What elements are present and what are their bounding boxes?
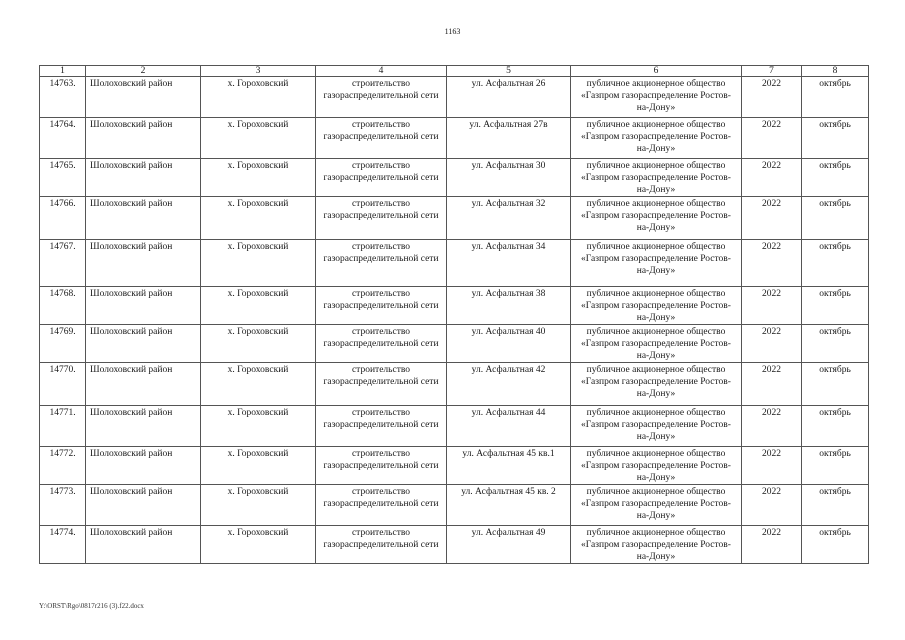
row-number: 14772. bbox=[40, 447, 86, 485]
address-cell: ул. Асфальтная 38 bbox=[447, 287, 571, 325]
settlement-cell: х. Гороховский bbox=[201, 447, 316, 485]
address-cell: ул. Асфальтная 45 кв.1 bbox=[447, 447, 571, 485]
work-type-cell: строительство газораспределительной сети bbox=[316, 240, 447, 287]
table-row bbox=[40, 197, 869, 240]
owner-cell: публичное акционерное общество «Газпром газораспределение Ростов-на-Дону» bbox=[571, 485, 742, 526]
owner-cell: публичное акционерное общество «Газпром газораспределение Ростов-на-Дону» bbox=[571, 325, 742, 363]
address-cell: ул. Асфальтная 32 bbox=[447, 197, 571, 240]
district-cell: Шолоховский район bbox=[86, 159, 201, 197]
month-cell: октябрь bbox=[802, 363, 869, 406]
owner-cell: публичное акционерное общество «Газпром газораспределение Ростов-на-Дону» bbox=[571, 526, 742, 564]
year-cell: 2022 bbox=[742, 287, 802, 325]
column-header: 2 bbox=[86, 66, 201, 77]
address-cell: ул. Асфальтная 30 bbox=[447, 159, 571, 197]
address-cell: ул. Асфальтная 45 кв. 2 bbox=[447, 485, 571, 526]
owner-cell: публичное акционерное общество «Газпром газораспределение Ростов-на-Дону» bbox=[571, 159, 742, 197]
row-number: 14769. bbox=[40, 325, 86, 363]
row-number: 14774. bbox=[40, 526, 86, 564]
table-row bbox=[40, 118, 869, 159]
year-cell: 2022 bbox=[742, 363, 802, 406]
month-cell: октябрь bbox=[802, 526, 869, 564]
month-cell: октябрь bbox=[802, 287, 869, 325]
district-cell: Шолоховский район bbox=[86, 325, 201, 363]
table-row bbox=[40, 287, 869, 325]
month-cell: октябрь bbox=[802, 159, 869, 197]
year-cell: 2022 bbox=[742, 485, 802, 526]
district-cell: Шолоховский район bbox=[86, 526, 201, 564]
work-type-cell: строительство газораспределительной сети bbox=[316, 77, 447, 118]
month-cell: октябрь bbox=[802, 240, 869, 287]
table-row bbox=[40, 485, 869, 526]
work-type-cell: строительство газораспределительной сети bbox=[316, 363, 447, 406]
table-row bbox=[40, 159, 869, 197]
settlement-cell: х. Гороховский bbox=[201, 240, 316, 287]
owner-cell: публичное акционерное общество «Газпром газораспределение Ростов-на-Дону» bbox=[571, 406, 742, 447]
work-type-cell: строительство газораспределительной сети bbox=[316, 526, 447, 564]
row-number: 14768. bbox=[40, 287, 86, 325]
file-path-footer: Y:\ORST\Rgo\0817r216 (3).f22.docx bbox=[39, 602, 144, 610]
row-number: 14766. bbox=[40, 197, 86, 240]
month-cell: октябрь bbox=[802, 485, 869, 526]
row-number: 14765. bbox=[40, 159, 86, 197]
district-cell: Шолоховский район bbox=[86, 77, 201, 118]
row-number: 14763. bbox=[40, 77, 86, 118]
column-number-row bbox=[40, 66, 869, 77]
column-header: 1 bbox=[40, 66, 86, 77]
row-number: 14764. bbox=[40, 118, 86, 159]
settlement-cell: х. Гороховский bbox=[201, 485, 316, 526]
address-cell: ул. Асфальтная 40 bbox=[447, 325, 571, 363]
address-cell: ул. Асфальтная 34 bbox=[447, 240, 571, 287]
table-row bbox=[40, 406, 869, 447]
settlement-cell: х. Гороховский bbox=[201, 159, 316, 197]
district-cell: Шолоховский район bbox=[86, 240, 201, 287]
district-cell: Шолоховский район bbox=[86, 485, 201, 526]
row-number: 14767. bbox=[40, 240, 86, 287]
address-cell: ул. Асфальтная 44 bbox=[447, 406, 571, 447]
registry-table bbox=[39, 65, 869, 564]
work-type-cell: строительство газораспределительной сети bbox=[316, 287, 447, 325]
owner-cell: публичное акционерное общество «Газпром газораспределение Ростов-на-Дону» bbox=[571, 197, 742, 240]
settlement-cell: х. Гороховский bbox=[201, 287, 316, 325]
address-cell: ул. Асфальтная 27в bbox=[447, 118, 571, 159]
page-number: 1163 bbox=[444, 27, 461, 36]
column-header: 8 bbox=[802, 66, 869, 77]
year-cell: 2022 bbox=[742, 240, 802, 287]
year-cell: 2022 bbox=[742, 77, 802, 118]
work-type-cell: строительство газораспределительной сети bbox=[316, 197, 447, 240]
owner-cell: публичное акционерное общество «Газпром газораспределение Ростов-на-Дону» bbox=[571, 240, 742, 287]
work-type-cell: строительство газораспределительной сети bbox=[316, 447, 447, 485]
work-type-cell: строительство газораспределительной сети bbox=[316, 406, 447, 447]
table-row bbox=[40, 363, 869, 406]
district-cell: Шолоховский район bbox=[86, 118, 201, 159]
month-cell: октябрь bbox=[802, 406, 869, 447]
column-header: 7 bbox=[742, 66, 802, 77]
owner-cell: публичное акционерное общество «Газпром газораспределение Ростов-на-Дону» bbox=[571, 77, 742, 118]
column-header: 4 bbox=[316, 66, 447, 77]
address-cell: ул. Асфальтная 26 bbox=[447, 77, 571, 118]
owner-cell: публичное акционерное общество «Газпром газораспределение Ростов-на-Дону» bbox=[571, 118, 742, 159]
settlement-cell: х. Гороховский bbox=[201, 118, 316, 159]
table-row bbox=[40, 240, 869, 287]
table-row bbox=[40, 447, 869, 485]
year-cell: 2022 bbox=[742, 447, 802, 485]
owner-cell: публичное акционерное общество «Газпром газораспределение Ростов-на-Дону» bbox=[571, 287, 742, 325]
month-cell: октябрь bbox=[802, 77, 869, 118]
address-cell: ул. Асфальтная 49 bbox=[447, 526, 571, 564]
work-type-cell: строительство газораспределительной сети bbox=[316, 159, 447, 197]
district-cell: Шолоховский район bbox=[86, 447, 201, 485]
year-cell: 2022 bbox=[742, 325, 802, 363]
settlement-cell: х. Гороховский bbox=[201, 526, 316, 564]
district-cell: Шолоховский район bbox=[86, 406, 201, 447]
settlement-cell: х. Гороховский bbox=[201, 325, 316, 363]
year-cell: 2022 bbox=[742, 159, 802, 197]
owner-cell: публичное акционерное общество «Газпром газораспределение Ростов-на-Дону» bbox=[571, 363, 742, 406]
table-row bbox=[40, 325, 869, 363]
work-type-cell: строительство газораспределительной сети bbox=[316, 325, 447, 363]
month-cell: октябрь bbox=[802, 197, 869, 240]
address-cell: ул. Асфальтная 42 bbox=[447, 363, 571, 406]
month-cell: октябрь bbox=[802, 447, 869, 485]
district-cell: Шолоховский район bbox=[86, 363, 201, 406]
row-number: 14771. bbox=[40, 406, 86, 447]
district-cell: Шолоховский район bbox=[86, 287, 201, 325]
row-number: 14773. bbox=[40, 485, 86, 526]
year-cell: 2022 bbox=[742, 406, 802, 447]
column-header: 6 bbox=[571, 66, 742, 77]
settlement-cell: х. Гороховский bbox=[201, 197, 316, 240]
settlement-cell: х. Гороховский bbox=[201, 363, 316, 406]
year-cell: 2022 bbox=[742, 526, 802, 564]
column-header: 3 bbox=[201, 66, 316, 77]
month-cell: октябрь bbox=[802, 118, 869, 159]
work-type-cell: строительство газораспределительной сети bbox=[316, 118, 447, 159]
owner-cell: публичное акционерное общество «Газпром газораспределение Ростов-на-Дону» bbox=[571, 447, 742, 485]
table-row bbox=[40, 77, 869, 118]
month-cell: октябрь bbox=[802, 325, 869, 363]
district-cell: Шолоховский район bbox=[86, 197, 201, 240]
work-type-cell: строительство газораспределительной сети bbox=[316, 485, 447, 526]
row-number: 14770. bbox=[40, 363, 86, 406]
year-cell: 2022 bbox=[742, 197, 802, 240]
year-cell: 2022 bbox=[742, 118, 802, 159]
settlement-cell: х. Гороховский bbox=[201, 77, 316, 118]
column-header: 5 bbox=[447, 66, 571, 77]
settlement-cell: х. Гороховский bbox=[201, 406, 316, 447]
table-body bbox=[40, 77, 869, 564]
table-row bbox=[40, 526, 869, 564]
